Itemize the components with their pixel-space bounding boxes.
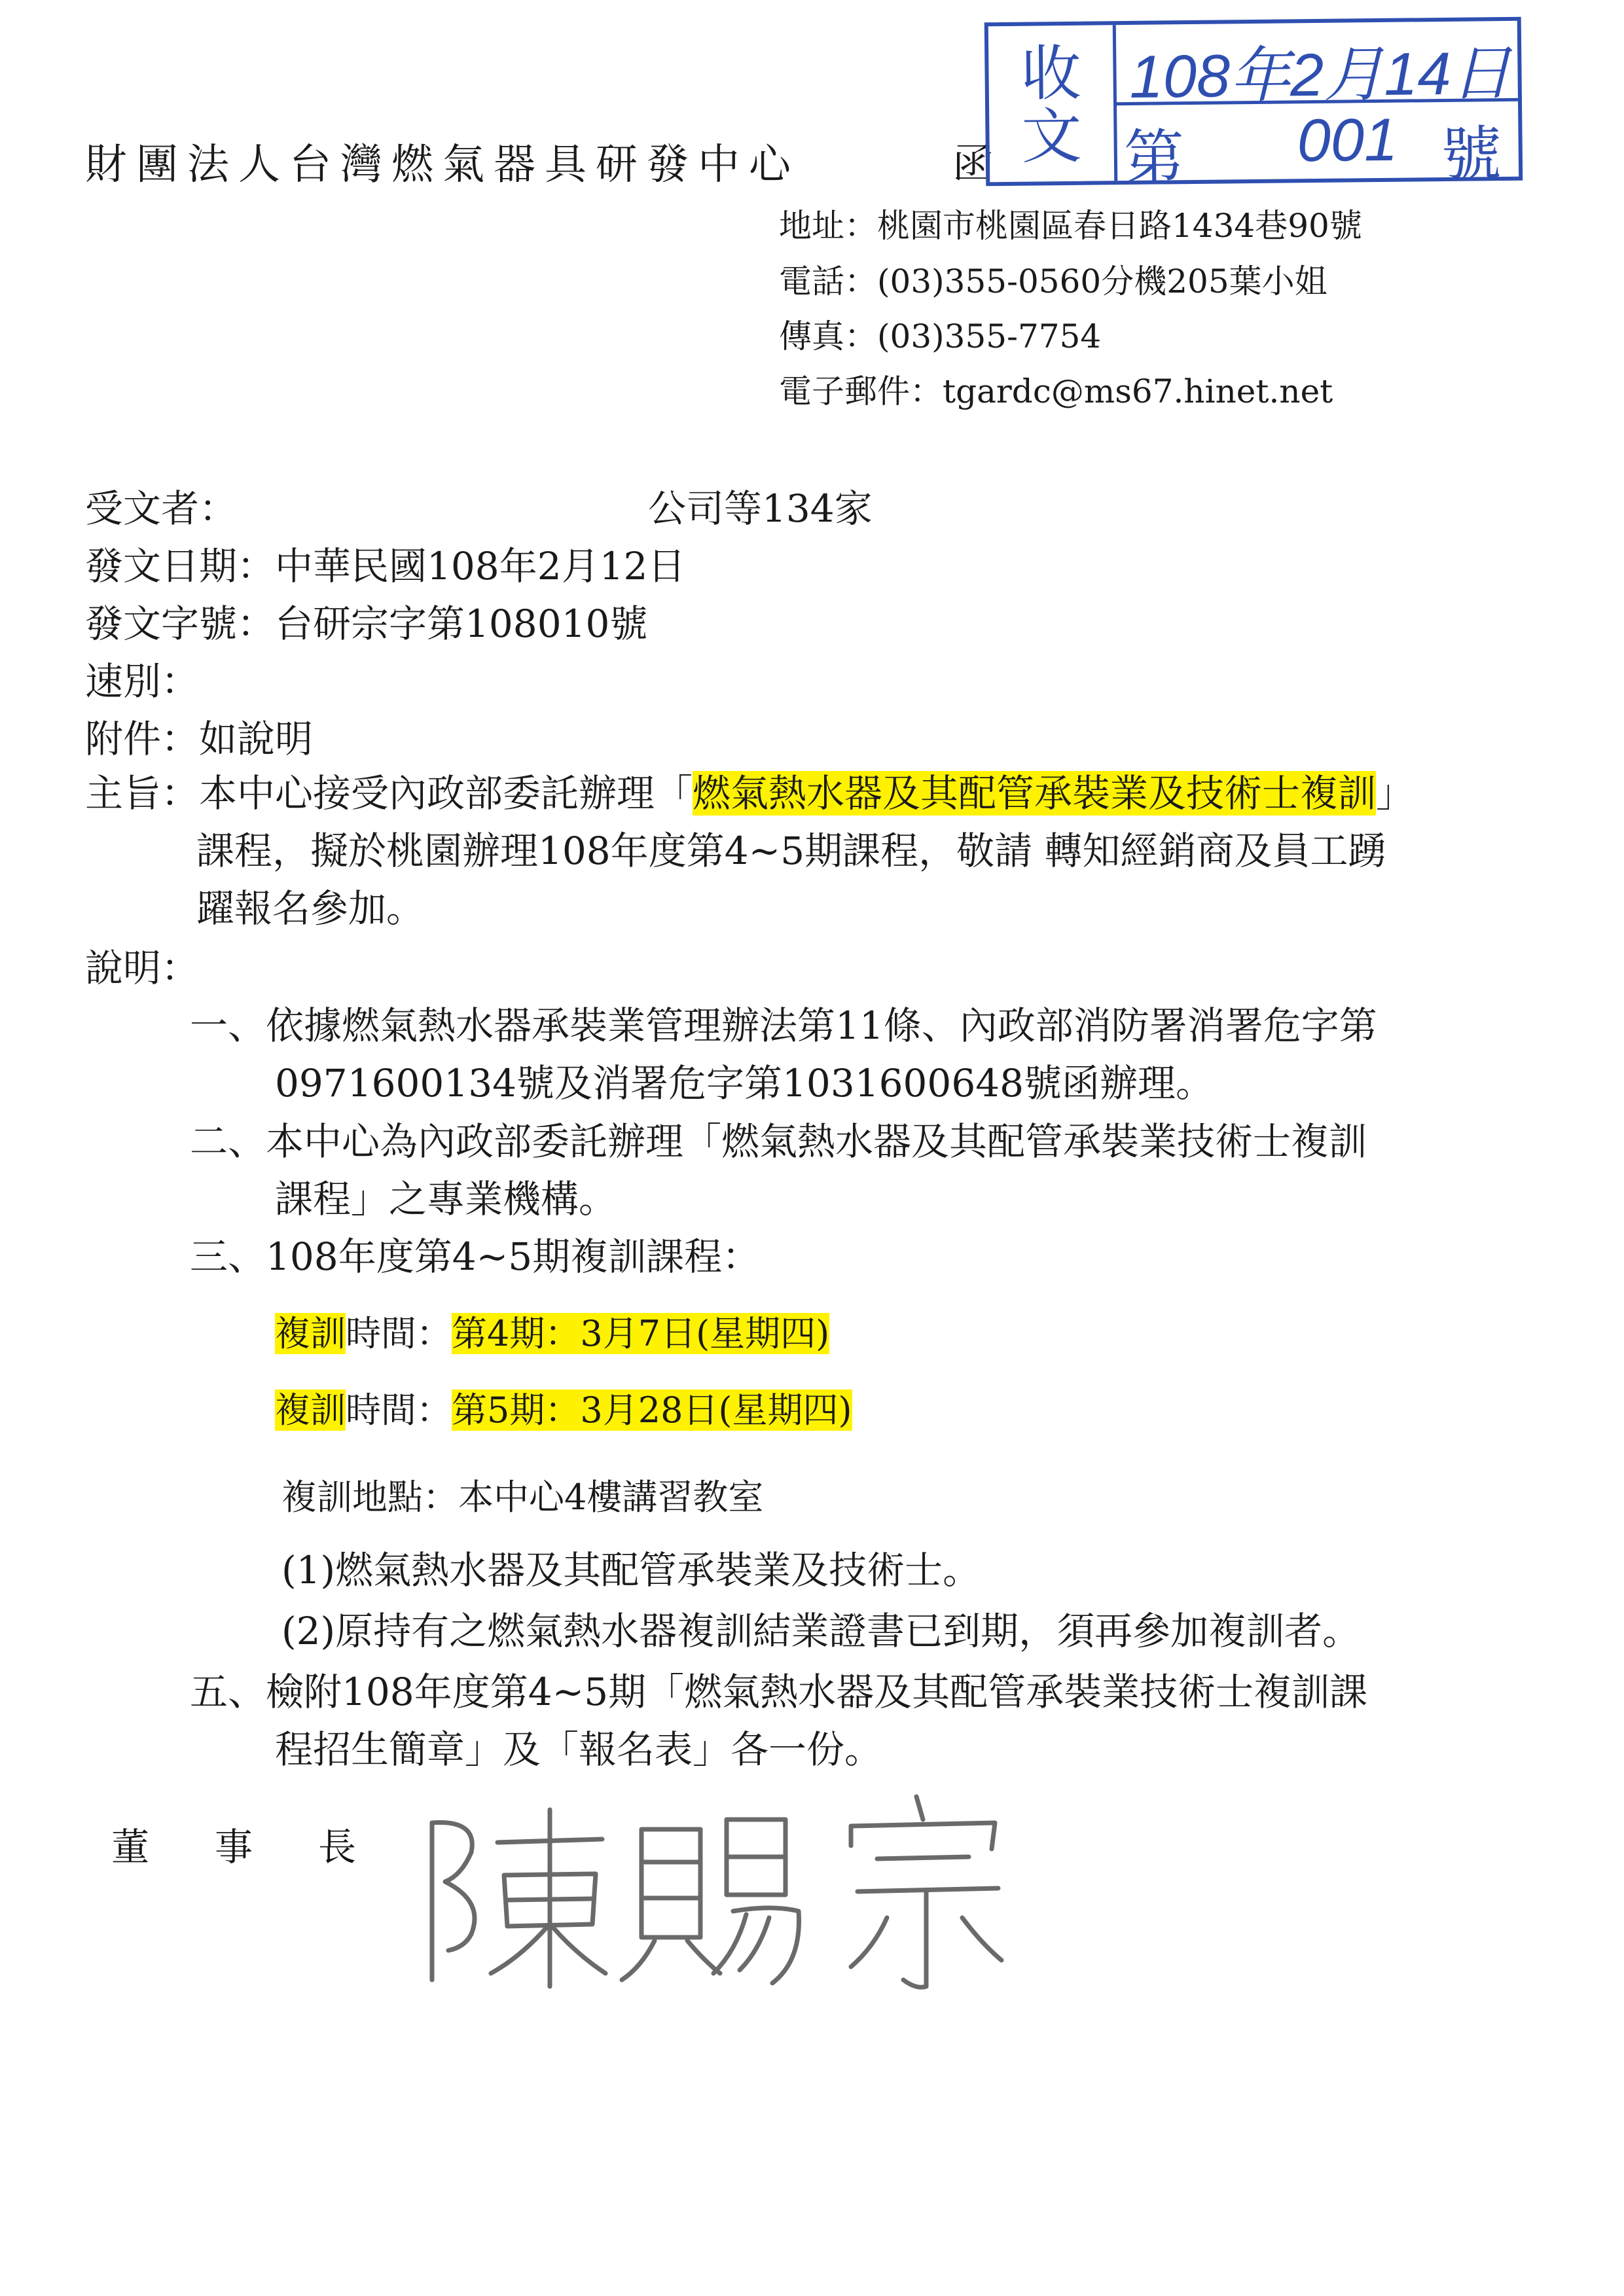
receipt-stamp <box>984 17 1523 194</box>
stamp-hao-label: 號 <box>1441 119 1502 190</box>
explanation-label: 說明： <box>85 946 200 990</box>
attachment: 附件：如說明 <box>85 717 314 761</box>
issue-date: 發文日期：中華民國108年2月12日 <box>85 544 686 588</box>
stamp-serial: 001 <box>1297 106 1398 175</box>
qualification-1: (1)燃氣熱水器及其配管承裝業及技術士。 <box>281 1548 981 1592</box>
schedule-label: 時間： <box>346 1390 452 1431</box>
subject-line-3: 躍報名參加。 <box>196 886 425 931</box>
organization-name: 財團法人台灣燃氣器具研發中心 <box>85 141 800 189</box>
subject-highlight: 燃氣熱水器及其配管承裝業及技術士複訓 <box>693 771 1377 816</box>
schedule-period-4 <box>275 1306 829 1356</box>
item1-line-1: 一、依據燃氣熱水器承裝業管理辦法第11條、內政部消防署消署危字第 <box>190 1003 1377 1048</box>
schedule-period-5 <box>275 1382 852 1433</box>
item5-line-1: 五、檢附108年度第4~5期「燃氣熱水器及其配管承裝業技術士複訓課 <box>190 1670 1368 1714</box>
item5-line-2: 程招生簡章」及「報名表」各一份。 <box>275 1727 883 1772</box>
schedule-value: 第4期：3月7日(星期四) <box>452 1313 830 1354</box>
document-number: 發文字號：台研宗字第108010號 <box>85 601 648 646</box>
item3-heading: 三、108年度第4~5期複訓課程： <box>190 1234 761 1279</box>
item2-line-1: 二、本中心為內政部委託辦理「燃氣熱水器及其配管承裝業技術士複訓 <box>190 1119 1367 1164</box>
schedule-value: 第5期：3月28日(星期四) <box>452 1390 852 1431</box>
schedule-label-highlight: 複訓 <box>275 1313 346 1354</box>
subject-label: 主旨： <box>85 771 200 816</box>
qualification-2: (2)原持有之燃氣熱水器複訓結業證書已到期，須再參加複訓者。 <box>281 1609 1361 1653</box>
stamp-date: 108年2月14日 <box>1129 39 1512 111</box>
stamp-received-label: 收文 <box>1020 38 1083 172</box>
speed-class: 速別： <box>85 659 200 704</box>
recipient-label: 受文者： <box>85 486 238 531</box>
email[interactable]: 電子郵件：tgardc@ms67.hinet.net <box>779 372 1333 410</box>
signatory-title: 董事長 <box>111 1825 422 1869</box>
phone: 電話：(03)355-0560分機205葉小姐 <box>779 262 1327 300</box>
address: 地址：桃園市桃園區春日路1434巷90號 <box>779 207 1362 245</box>
item2-line-2: 課程」之專業機構。 <box>275 1177 617 1221</box>
training-location: 複訓地點：本中心4樓講習教室 <box>281 1477 764 1518</box>
item1-line-2: 0971600134號及消署危字第1031600648號函辦理。 <box>275 1061 1214 1105</box>
fax: 傳真：(03)355-7754 <box>779 317 1102 355</box>
subject-text: 本中心接受內政部委託辦理「 <box>199 771 693 816</box>
recipient-value: 公司等134家 <box>648 486 873 531</box>
document-type: 函 <box>952 141 994 189</box>
schedule-label: 時間： <box>346 1313 452 1354</box>
subject-line-2: 課程，擬於桃園辦理108年度第4~5期課程，敬請 轉知經銷商及員工踴 <box>196 829 1386 873</box>
signature-image <box>406 1784 1028 2000</box>
subject-line-1 <box>85 762 1414 817</box>
subject-close-quote: 」 <box>1376 771 1415 816</box>
schedule-label-highlight: 複訓 <box>275 1390 346 1431</box>
stamp-di-label: 第 <box>1123 122 1185 194</box>
